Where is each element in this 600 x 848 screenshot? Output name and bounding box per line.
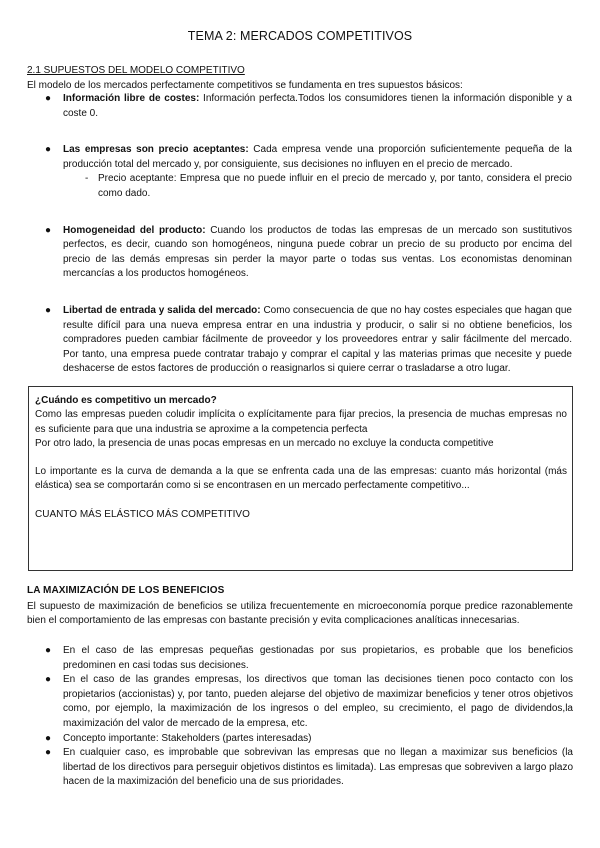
bullet-icon: ● (45, 747, 52, 759)
list-item (0, 224, 600, 282)
bullet-icon: ● (45, 304, 52, 316)
list-item (0, 143, 600, 172)
dash-icon: - (85, 173, 89, 185)
bullet-icon: ● (45, 645, 52, 656)
section-intro: El modelo de los mercados perfectamente competitivos se fundamenta en tres supuestos básicos: (27, 80, 463, 91)
list-item (0, 644, 600, 673)
section-heading-maximizacion: LA MAXIMIZACIÓN DE LOS BENEFICIOS (27, 585, 225, 596)
box-paragraph: Por otro lado, la presencia de unas pocas empresas en un mercado no excluye la conducta competitive (35, 437, 494, 449)
box-paragraph: Como las empresas pueden coludir implícita o explícitamente para fijar precios, la presencia de muchas empresas no es suficiente para que una industria se aproxime a la competencia perfecta (35, 409, 567, 435)
box-question: ¿Cuándo es competitivo un mercado? (35, 395, 217, 406)
bullet-icon: ● (45, 224, 52, 236)
bullet-text: En el caso de las empresas pequeñas gestionadas por sus propietarios, es probable que los beneficios predominen en casi todas sus decisiones. (63, 645, 573, 671)
bullet-term: Homogeneidad del producto: (63, 224, 206, 236)
section-heading-supuestos: 2.1 SUPUESTOS DEL MODELO COMPETITIVO (27, 65, 245, 76)
list-item (0, 673, 600, 731)
section-intro: El supuesto de maximización de beneficios se utiliza frecuentemente en microeconomía porque predice razonablemente bien el comportamiento de las empresas con bastante precisión y evita complicaciones analíticas innecesarias. (27, 601, 573, 627)
bullet-term: Información libre de costes: (63, 93, 200, 104)
bullet-icon: ● (45, 674, 52, 686)
bullet-icon: ● (45, 144, 52, 156)
bullet-term: Libertad de entrada y salida del mercado: (63, 304, 261, 316)
bullet-text: Cuando los productos de todas las empresas de un mercado son sustitutivos perfectos, es decir, cuando son homogéneos, ninguna puede cobrar un precio de su producto por encima del precio de las demás empresas sin perder la mayor parte o todas sus ventas. Los economistas denominan mercancías a los productos homogéneos. (63, 224, 572, 280)
list-item (0, 92, 600, 121)
list-item (0, 304, 600, 377)
bullet-icon: ● (45, 732, 52, 744)
bullet-text: Concepto importante: Stakeholders (partes interesadas) (63, 732, 312, 744)
bullet-text: Como consecuencia de que no hay costes especiales que hagan que resulte difícil para una nueva empresa entrar en una industria y producir, o salir si no obtiene beneficios, los compradores pueden cambiar fácilmente de proveedor y los proveedores entrar y salir fácilmente del mercado. Por tanto, una empresa puede contratar trabajo y comprar el capital y las materias primas que necesite y puede deshacerse de estos factores de producción o reasignarlos si quiere cerrar o trasladarse a otro lugar. (63, 304, 572, 375)
list-item (0, 746, 600, 790)
bullet-term: Las empresas son precio aceptantes: (63, 144, 249, 156)
bullet-icon: ● (45, 93, 52, 104)
maximizacion-list (0, 644, 600, 790)
bullet-text: En el caso de las grandes empresas, los directivos que toman las decisiones tienen poco contacto con los propietarios (accionistas) y, por tanto, pueden alejarse del objetivo de maximizar beneficios y tener otros objetivos como, por ejemplo, la maximización de los ingresos o del empleo, su crecimiento, el pago de dividendos,la maximización del valor de mercado de la empresa, etc. (63, 674, 573, 729)
sub-list-item (0, 172, 600, 201)
bullet-text: Cada empresa vende una proporción suficientemente pequeña de la producción total del mercado y, por consiguiente, sus decisiones no influyen en el precio de mercado. (63, 144, 572, 170)
supuestos-list (0, 92, 600, 377)
list-item (0, 732, 600, 747)
bullet-text: Información perfecta.Todos los consumidores tienen la información disponible y a coste 0. (63, 93, 572, 119)
competitive-market-box (28, 386, 573, 571)
spacer (35, 451, 567, 465)
box-conclusion: CUANTO MÁS ELÁSTICO MÁS COMPETITIVO (35, 508, 250, 520)
bullet-text: En cualquier caso, es improbable que sobrevivan las empresas que no llegan a maximizar sus beneficios (la libertad de los directivos para perseguir objetivos distintos es limitada). Las empresas que sobreviven a largo plazo hacen de la maximización del beneficio una de sus prioridades. (63, 747, 573, 788)
sub-item-text: Precio aceptante: Empresa que no puede influir en el precio de mercado y, por tanto, considera el precio como dado. (98, 173, 572, 199)
spacer (35, 494, 567, 508)
page-title: TEMA 2: MERCADOS COMPETITIVOS (187, 29, 413, 43)
box-paragraph: Lo importante es la curva de demanda a la que se enfrenta cada una de las empresas: cuanto más horizontal (más elástica) sea se comportarán como si se encontrasen en un mercado perfectamente competitivo... (35, 466, 567, 492)
